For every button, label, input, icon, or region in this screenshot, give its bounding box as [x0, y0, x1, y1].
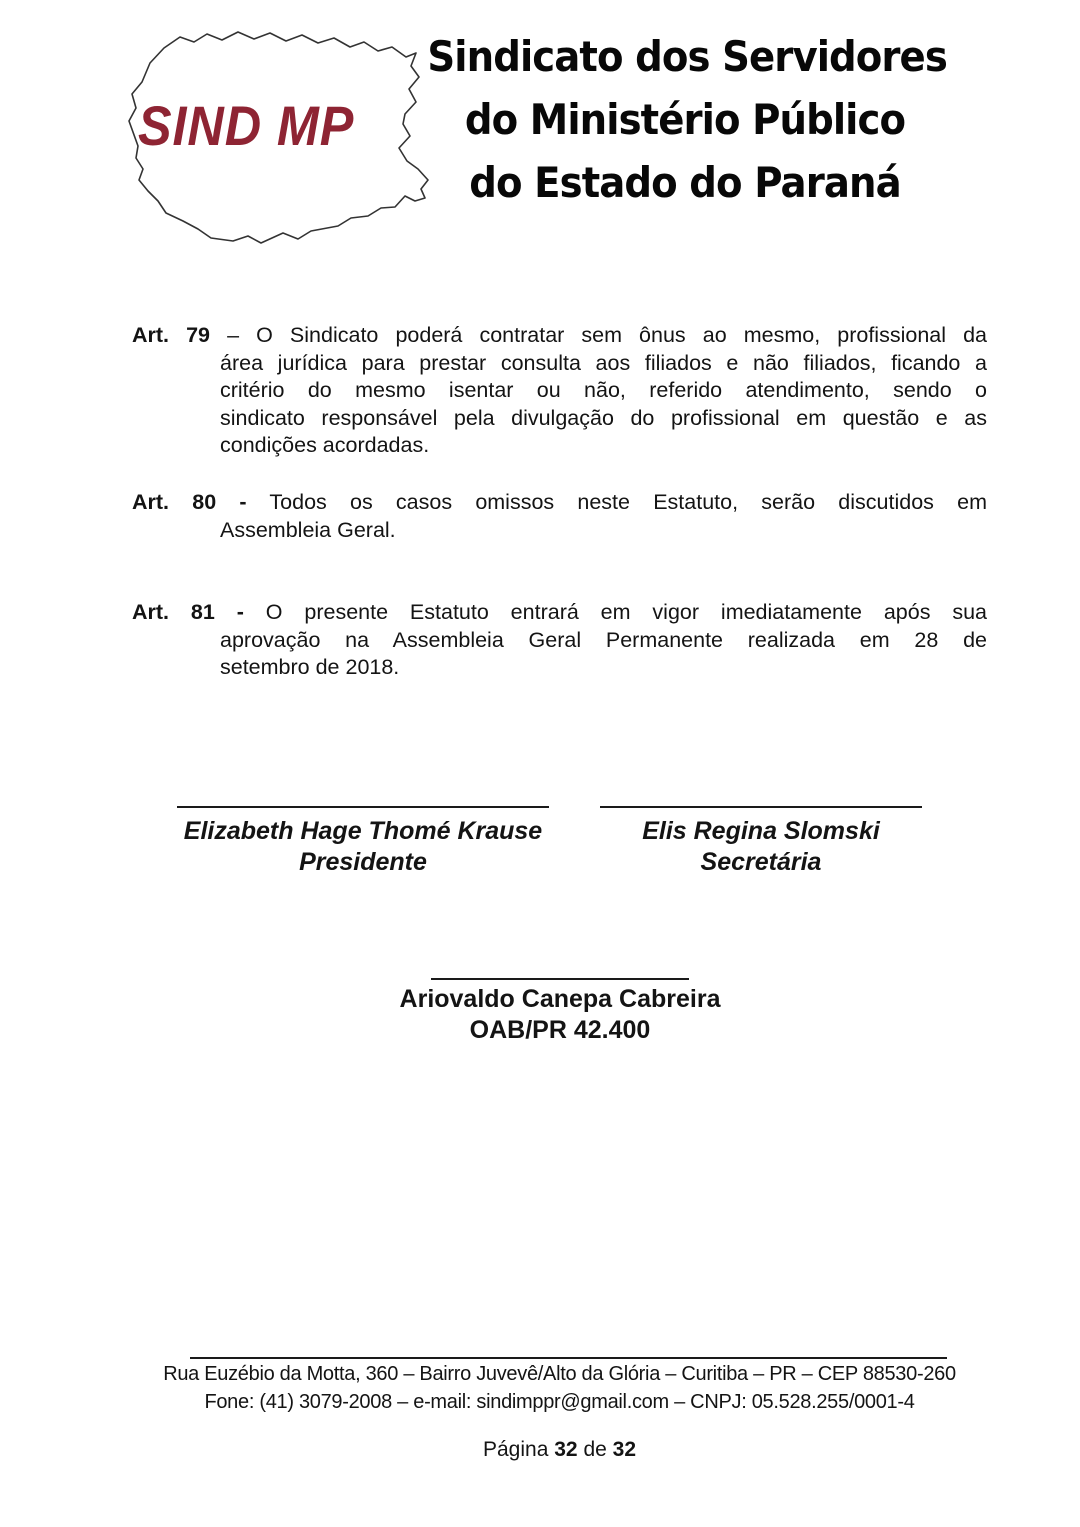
article-line: [132, 599, 987, 627]
sindmp-logo: [112, 20, 432, 250]
signature-name: Elis Regina Slomski: [642, 817, 880, 845]
article-line: sindicato responsável pela divulgação do profissional em questão e as: [220, 405, 987, 430]
article-line: [132, 489, 987, 517]
signature-president: [177, 806, 549, 878]
article-separator: –: [227, 323, 240, 347]
article-81: [132, 599, 987, 682]
signature-role: Secretária: [700, 848, 822, 876]
article-line: condições acordadas.: [220, 433, 430, 457]
footer: [132, 1361, 987, 1416]
article-line: setembro de 2018.: [220, 655, 400, 679]
page-number-of: de: [583, 1438, 607, 1461]
footer-divider: [190, 1357, 947, 1359]
org-title-line: Sindicato dos Servidores: [427, 32, 947, 81]
article-line: Assembleia Geral.: [220, 517, 396, 542]
article-text: O Sindicato poderá contratar sem ônus ao mesmo, profissional da: [256, 323, 987, 347]
org-title: [427, 25, 947, 214]
page-number-current: 32: [554, 1438, 578, 1461]
signature-name: Elizabeth Hage Thomé Krause: [183, 817, 543, 845]
signature-secretary: [600, 806, 922, 878]
article-label: Art. 81 -: [132, 600, 244, 624]
article-text: O presente Estatuto entrará em vigor imediatamente após sua: [265, 600, 987, 624]
org-title-line: do Ministério Público: [464, 95, 906, 144]
signature-line: [431, 978, 689, 980]
footer-address: Rua Euzébio da Motta, 360 – Bairro Juvevê/Alto da Glória – Curitiba – PR – CEP 88530-260: [163, 1363, 956, 1385]
footer-contact: Fone: (41) 3079-2008 – e-mail: sindimppr@gmail.com – CNPJ: 05.528.255/0001-4: [204, 1390, 915, 1413]
article-line: [132, 322, 987, 350]
article-label: Art. 79: [132, 323, 211, 347]
article-line: critério do mesmo isentar ou não, referido atendimento, sendo o: [220, 378, 987, 402]
logo-acronym: SIND MP: [138, 94, 355, 157]
signature-lawyer: [395, 978, 725, 1046]
article-80: [132, 489, 987, 544]
article-line: área jurídica para prestar consulta aos filiados e não filiados, ficando a: [220, 350, 987, 375]
article-79: [132, 322, 987, 460]
article-line: aprovação na Assembleia Geral Permanente realizada em 28 de: [220, 627, 987, 652]
signature-name: Ariovaldo Canepa Cabreira: [399, 985, 721, 1013]
article-label: Art. 80 -: [132, 490, 247, 514]
org-title-line: do Estado do Paraná: [469, 158, 901, 207]
page-number-total: 32: [612, 1438, 636, 1461]
signature-role: OAB/PR 42.400: [469, 1016, 651, 1044]
page-number: [132, 1437, 987, 1463]
page-number-word: Página: [483, 1438, 549, 1461]
signature-role: Presidente: [299, 848, 427, 876]
article-text: Todos os casos omissos neste Estatuto, serão discutidos em: [269, 490, 987, 514]
